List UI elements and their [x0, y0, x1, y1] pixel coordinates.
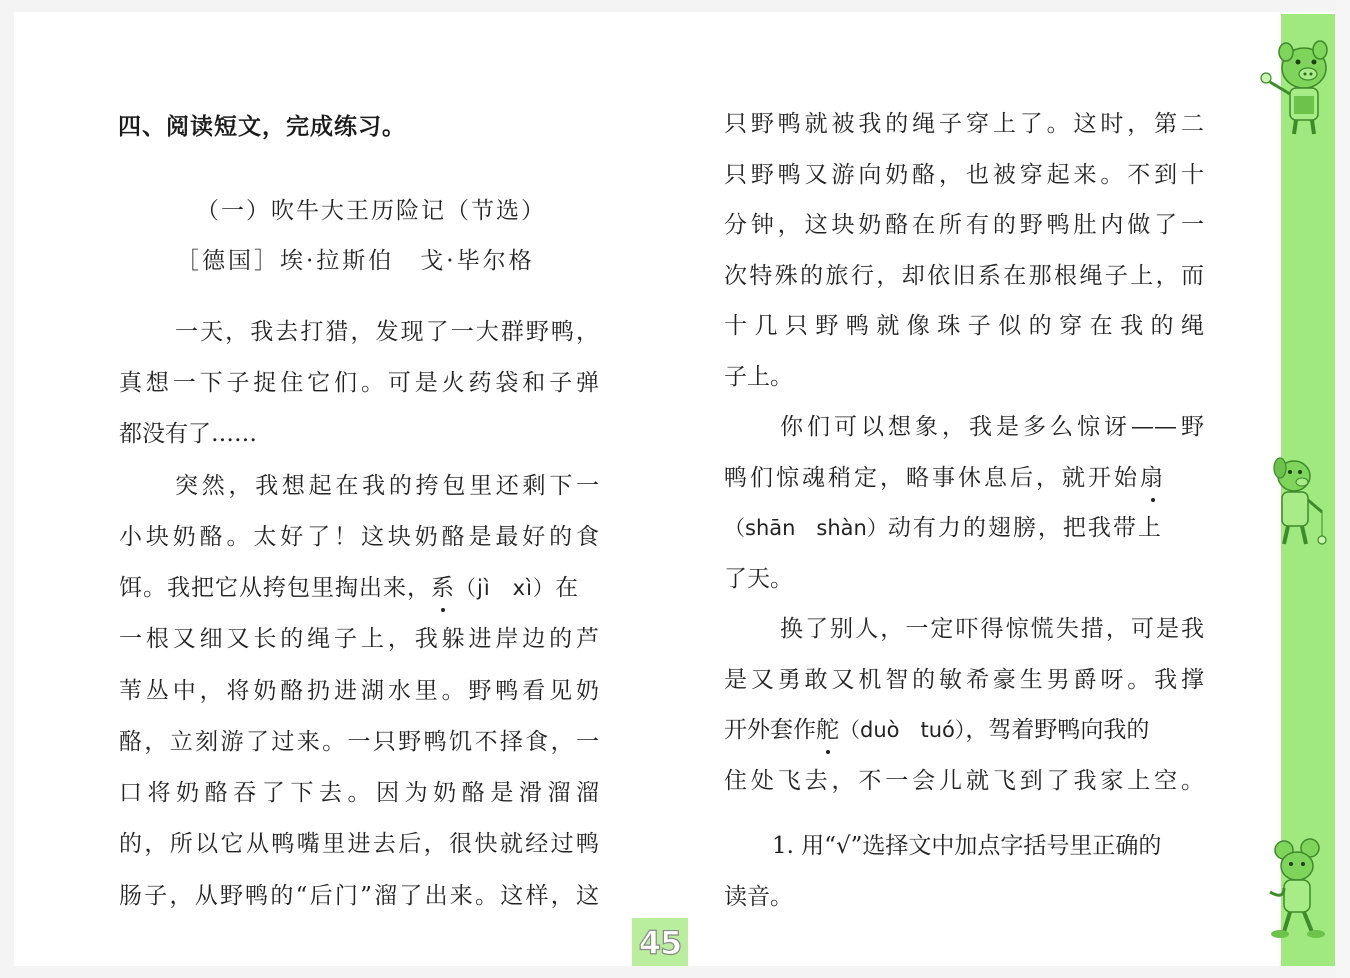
text-line: 是又勇敢又机智的敏希豪生男爵呀。我撑: [724, 667, 1204, 693]
text-run: ，驾着野鸭向我的: [965, 717, 1150, 743]
text-line: 苇丛中，将奶酪扔进湖水里。野鸭看见奶: [119, 678, 599, 704]
text-line: 只野鸭就被我的绳子穿上了。这时，第二: [724, 111, 1204, 137]
story-author: ［德国］埃·拉斯伯 戈·毕尔格: [176, 248, 535, 274]
text-run: 开外套作: [724, 717, 816, 743]
page-edge: [0, 966, 1350, 978]
text-line: 突然，我想起在我的挎包里还剩下一: [175, 473, 599, 499]
text-line: 分钟，这块奶酪在所有的野鸭肚内做了一: [724, 212, 1204, 238]
text-line: 次特殊的旅行，却依旧系在那根绳子上，而: [724, 263, 1204, 289]
text-line: 酪，立刻游了过来。一只野鸭饥不择食，一: [119, 729, 599, 755]
text-line: [119, 572, 599, 604]
text-run: 在: [554, 575, 579, 601]
text-line: 的，所以它从鸭嘴里进去后，很快就经过鸭: [119, 831, 599, 857]
text-run: 鸭们惊魂稍定，略事休息后，就开始: [724, 465, 1140, 491]
pinyin-options: （jì xì）: [455, 576, 555, 600]
text-line: 一根又细又长的绳子上，我躲进岸边的芦: [119, 626, 599, 652]
text-line: 口将奶酪吞了下去。因为奶酪是滑溜溜: [119, 780, 599, 806]
text-line: 都没有了……: [119, 421, 257, 447]
text-line: 小块奶酪。太好了！这块奶酪是最好的食: [119, 524, 599, 550]
dotted-char: 系: [431, 572, 455, 604]
dotted-char: 舵: [816, 714, 839, 746]
pig-mascot-icon: [1256, 38, 1336, 138]
text-line: [724, 512, 1204, 544]
text-line: 子上。: [724, 364, 793, 390]
text-line: 住处飞去，不一会儿就飞到了我家上空。: [724, 768, 1204, 794]
story-title: （一）吹牛大王历险记（节选）: [196, 198, 546, 224]
text-line: [724, 462, 1204, 494]
text-line: 换了别人，一定吓得惊慌失措，可是我: [780, 616, 1204, 642]
text-line: 十几只野鸭就像珠子似的穿在我的绳: [724, 313, 1204, 339]
section-heading: 四、阅读短文，完成练习。: [118, 114, 406, 140]
page-edge: [0, 0, 14, 978]
text-line: 你们可以想象，我是多么惊讶——野: [780, 414, 1204, 440]
text-run: 动有力的翅膀，把我带上: [887, 515, 1163, 541]
pinyin-options: （shān shàn）: [724, 516, 888, 540]
dog-mascot-icon: [1262, 452, 1332, 562]
page-edge: [0, 0, 1350, 12]
question-line: 1. 用“√”选择文中加点字括号里正确的: [772, 833, 1162, 859]
text-line: 一天，我去打猎，发现了一大群野鸭，: [175, 319, 599, 345]
page-gutter: [1336, 0, 1350, 978]
text-line: [724, 714, 1204, 746]
text-run: 饵。我把它从挎包里掏出来，: [119, 575, 431, 601]
text-line: 只野鸭又游向奶酪，也被穿起来。不到十: [724, 162, 1204, 188]
text-line: 真想一下子捉住它们。可是火药袋和子弹: [119, 370, 599, 396]
text-line: 了天。: [724, 566, 793, 592]
question-line: 读音。: [724, 884, 793, 910]
dotted-char: 扇: [1140, 462, 1166, 494]
mouse-mascot-icon: [1262, 836, 1334, 942]
pinyin-options: （duò tuó）: [839, 718, 966, 742]
text-line: 肠子，从野鸭的“后门”溜了出来。这样，这: [119, 883, 599, 909]
page-number: 45: [638, 924, 682, 962]
